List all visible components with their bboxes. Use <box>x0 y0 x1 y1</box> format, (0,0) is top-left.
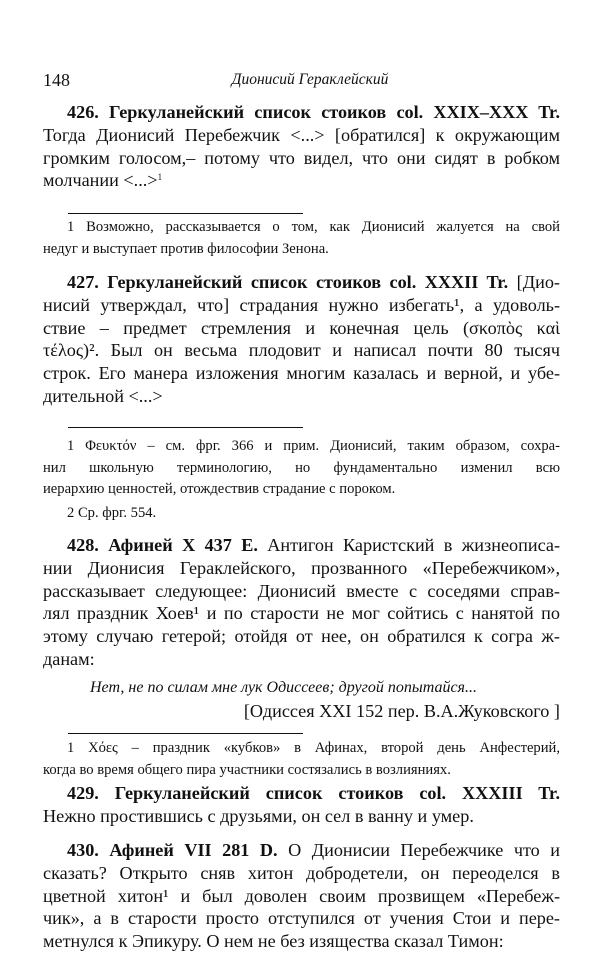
verse-source: [Одиссея XXI 152 пер. В.А.Жуковского ] <box>243 700 560 721</box>
text-line: громким голосом,– потому что видел, что они сидят в робком <box>43 147 560 168</box>
footnotes-426 <box>43 217 560 260</box>
page-number: 148 <box>43 70 70 90</box>
text-line: цветной хитон¹ и был доволен своим прозвищем «Перебеж- <box>43 885 560 906</box>
footnote-line: 1 Φευκτόν – см. фрг. 366 и прим. Дионисий, таким образом, сохра- <box>67 438 560 454</box>
footnote-line: 1 Χόες – праздник «кубков» в Афинах, второй день Анфестерий, <box>67 740 560 756</box>
footnote-rule <box>68 733 303 734</box>
text-line: метнулся к Эпикуру. О нем не без изящества сказал Тимон: <box>43 931 504 952</box>
text-line: лял праздник Хоев¹ и по старости не мог сойтись с нанятой по <box>43 603 560 624</box>
fragment-427 <box>43 271 560 408</box>
text-line: этому случаю гетерой; отойдя от нее, он обратился к согра ж- <box>43 626 560 647</box>
fragment-heading: 429. Геркуланейский список стоиков col. XXXIII Tr. <box>67 783 560 803</box>
fragment-first-line: 428. Афиней X 437 E. Антигон Каристский в жизнеописа- <box>67 535 560 555</box>
fragment-heading: 428. Афиней X 437 E. <box>67 535 258 555</box>
footnote-line: иерархию ценностей, отождествив страдание с пороком. <box>43 481 396 497</box>
text-line: сказать? Открыто сняв хитон добродетели, он переоделся в <box>43 862 560 883</box>
text-line: строк. Его манера изложения многим казалась и верной, и убе- <box>43 363 560 384</box>
text-line: молчании <...>$^1$ <box>43 170 163 191</box>
footnotes-427 <box>43 436 560 524</box>
text-line: Нежно простившись с друзьями, он сел в ванну и умер. <box>43 805 474 826</box>
text-line: дительной <...> <box>43 385 163 406</box>
footnote-line: недуг и выступает против философии Зенона. <box>43 240 329 257</box>
fragment-429 <box>43 782 560 828</box>
text-line: данам: <box>43 648 95 669</box>
text-line: Тогда Дионисий Перебежчик <...> [обратился] к окружающим <box>43 124 560 145</box>
fragment-first-line: 427. Геркуланейский список стоиков col. XXXII Tr. [Дио- <box>67 272 560 292</box>
footnote-line: когда во время общего пира участники состязались в возлияниях. <box>43 761 451 778</box>
fragment-heading: 430. Афиней VII 281 D. <box>67 840 278 860</box>
fragment-426 <box>43 101 560 192</box>
footnote-line: нил школьную терминологию, но фундаментально изменил всю <box>43 459 560 476</box>
text-line: ствие – предмет стремления и конечная цель (σκοπὸς καὶ <box>43 317 560 338</box>
text-line: нии Дионисия Гераклейского, прозванного «Перебежчиком», <box>43 557 560 578</box>
text-line: рассказывает следующее: Дионисий вместе с соседями справ- <box>43 580 560 601</box>
fragment-first-line: 430. Афиней VII 281 D. О Дионисии Перебежчике что и <box>67 840 560 860</box>
footnote-line: 2 Ср. фрг. 554. <box>67 504 157 521</box>
verse-quote: Нет, не по силам мне лук Одиссеев; другой попытайся... <box>90 678 477 696</box>
fragment-heading: 426. Геркуланейский список стоиков col. XXIX–XXX Tr. <box>67 102 560 122</box>
footnotes-428 <box>43 738 560 781</box>
running-title: Дионисий Гераклейский <box>231 71 389 88</box>
fragment-428 <box>43 534 560 722</box>
text-line: τέλος)². Был он весьма плодовит и написал почти 80 тысяч <box>43 340 560 361</box>
text-line: нисий утверждал, что] страдания нужно избегать¹, а удоволь- <box>43 294 560 315</box>
text-line: чик», а в старости просто отступился от учения Стои и пере- <box>43 908 560 929</box>
footnote-line: 1 Возможно, рассказывается о том, как Дионисий жалуется на свой <box>67 219 560 235</box>
fragment-heading: 427. Геркуланейский список стоиков col. XXXII Tr. <box>67 272 509 292</box>
footnote-rule <box>68 213 303 214</box>
fragment-430 <box>43 839 560 953</box>
footnote-rule <box>68 427 303 428</box>
